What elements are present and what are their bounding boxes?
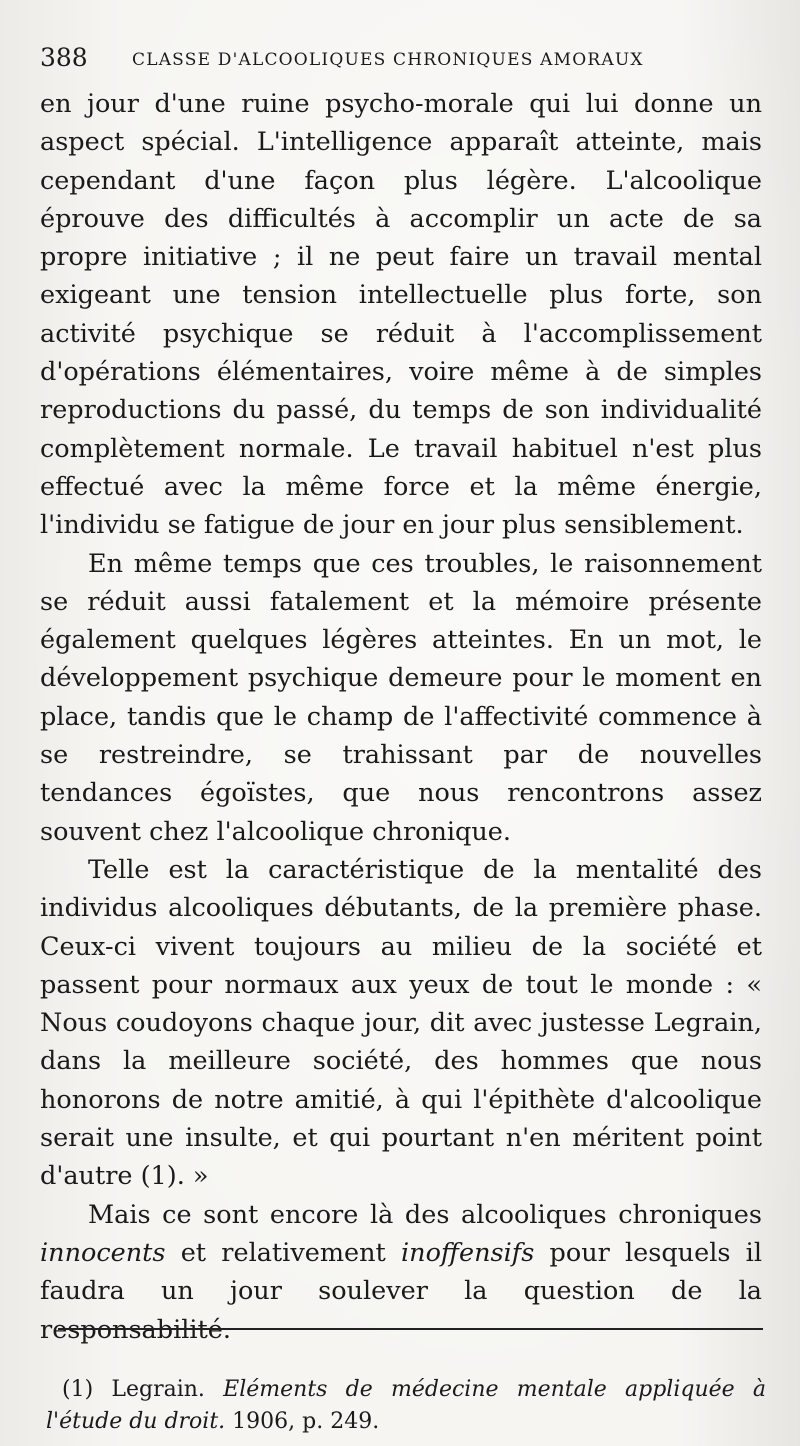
paragraph-4-start: Mais ce sont encore là des alcooliques chroniques [88, 1199, 762, 1230]
paragraph-4 [40, 1196, 762, 1349]
emphasis-innocents: innocents [40, 1237, 166, 1268]
running-head: CLASSE D'ALCOOLIQUES CHRONIQUES AMORAUX [132, 50, 644, 70]
paragraph-1: en jour d'une ruine psycho-morale qui lui donne un aspect spécial. L'intelligence apparaît atteinte, mais cependant d'une façon plus légère. L'alcoolique éprouve des difficultés à accomplir un acte de sa propre initiative ; il ne peut faire un travail mental exigeant une tension intellectuelle plus forte, son activité psychique se réduit à l'accomplissement d'opérations élémentaires, voire même à de simples reproductions du passé, du temps de son individualité complètement normale. Le travail habituel n'est plus effectué avec la même force et la même énergie, l'individu se fatigue de jour en jour plus sensiblement. [40, 89, 762, 541]
paragraph-4-end: pour lesquels il faudra un jour soulever la question de la responsabilité. [40, 1237, 762, 1345]
footnote-marker: (1) Legrain. [62, 1377, 205, 1402]
paragraph-4-middle: et relativement [165, 1237, 401, 1268]
paragraph-3: Telle est la caractéristique de la mentalité des individus alcooliques débutants, de la première phase. Ceux-ci vivent toujours au milieu de la société et passent pour normaux aux yeux de tout le monde : « Nous coudoyons chaque jour, dit avec justesse Legrain, dans la meilleure société, des hommes que nous honorons de notre amitié, à qui l'épithète d'alcoolique serait une insulte, et qui pourtant n'en méritent point d'autre (1). » [40, 854, 762, 1192]
footnote [46, 1374, 766, 1438]
body-text [40, 85, 762, 1349]
page-header [40, 38, 760, 78]
emphasis-inoffensifs: inoffensifs [401, 1237, 535, 1268]
footnote-title: Eléments de médecine mentale appliquée à l'étude du droit. [46, 1377, 767, 1434]
footnote-divider [58, 1328, 763, 1330]
footnote-details: 1906, p. 249. [232, 1409, 380, 1434]
page-number: 388 [40, 43, 88, 72]
paragraph-2: En même temps que ces troubles, le raisonnement se réduit aussi fatalement et la mémoire présente également quelques légères atteintes. En un mot, le développement psychique demeure pour le moment en place, tandis que le champ de l'affectivité commence à se restreindre, se trahissant par de nouvelles tendances égoïstes, que nous rencontrons assez souvent chez l'alcoolique chronique. [40, 548, 762, 847]
